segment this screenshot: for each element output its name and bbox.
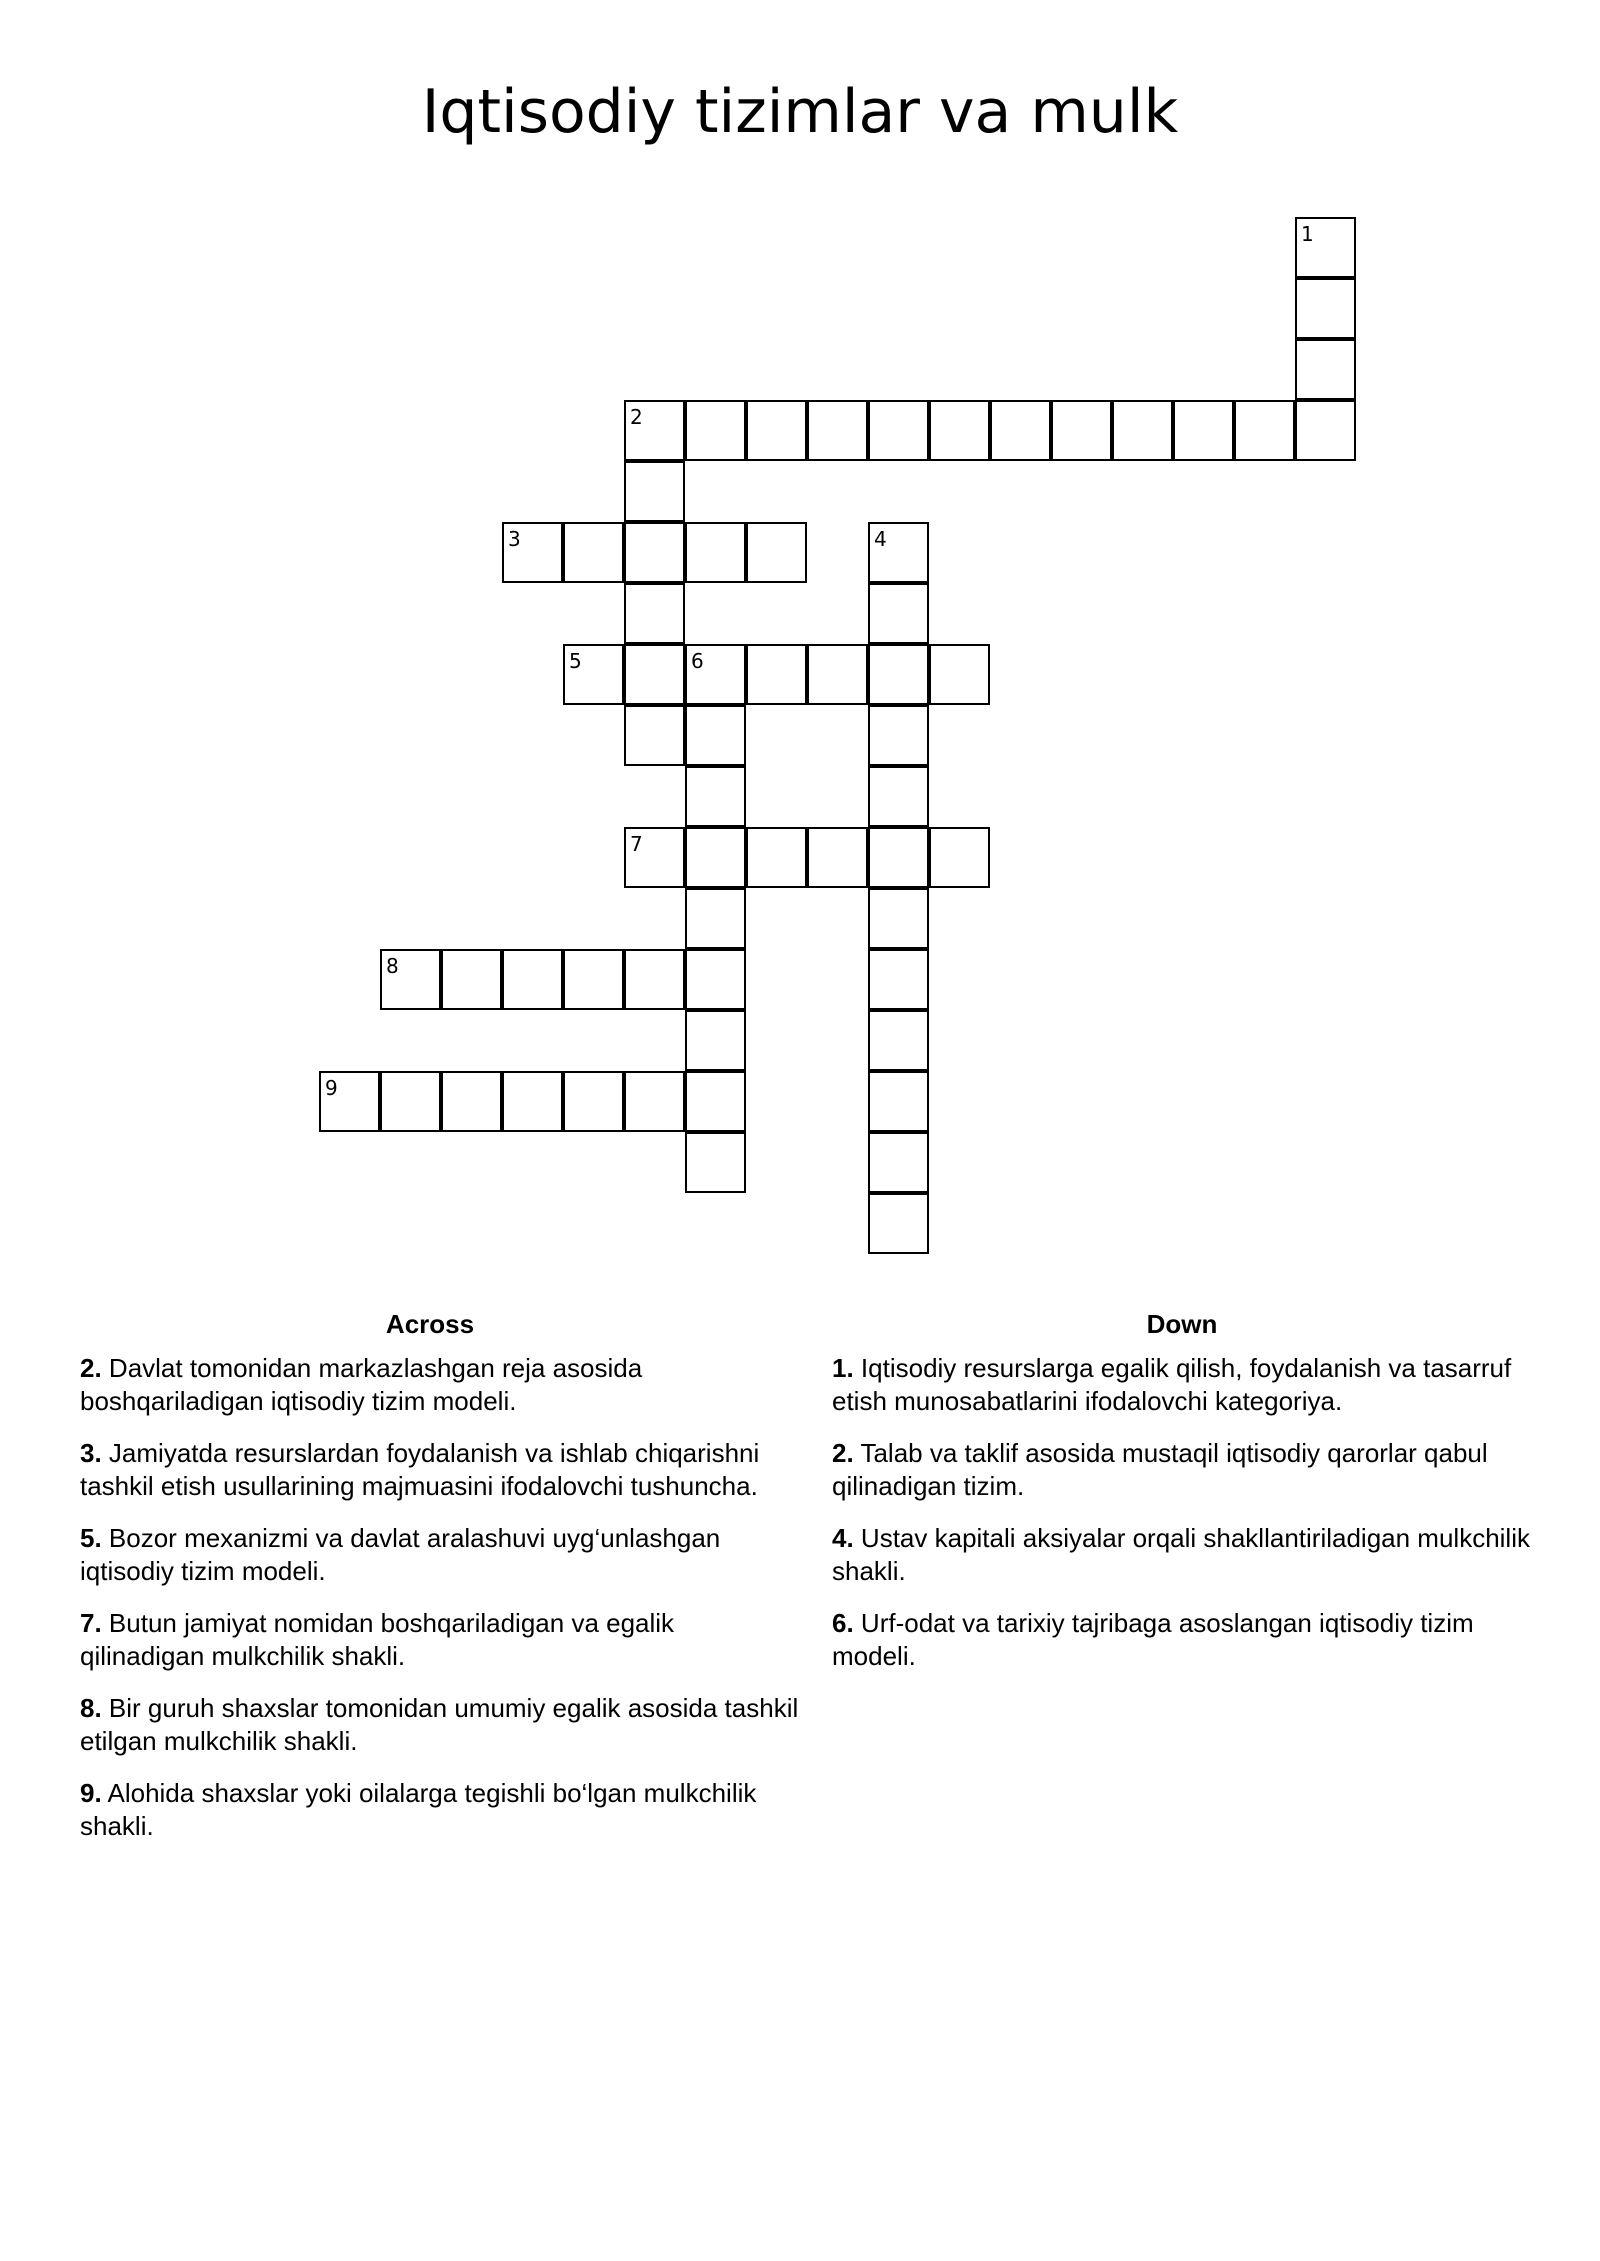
crossword-cell[interactable] (685, 888, 746, 949)
across-clue (80, 1437, 800, 1503)
crossword-cell[interactable] (1173, 400, 1234, 461)
across-clue (80, 1692, 800, 1758)
crossword-cell[interactable] (624, 400, 685, 461)
crossword-cell[interactable] (868, 949, 929, 1010)
crossword-cell[interactable] (807, 644, 868, 705)
clue-number: 5. (80, 1523, 102, 1553)
across-clue (80, 1522, 800, 1588)
crossword-cell[interactable] (1295, 217, 1356, 278)
crossword-cell[interactable] (868, 644, 929, 705)
crossword-cell[interactable] (502, 1071, 563, 1132)
crossword-cell[interactable] (1051, 400, 1112, 461)
crossword-cell[interactable] (685, 1071, 746, 1132)
crossword-cell[interactable] (441, 1071, 502, 1132)
crossword-cell[interactable] (624, 644, 685, 705)
crossword-cell[interactable] (868, 583, 929, 644)
crossword-cell[interactable] (319, 1071, 380, 1132)
clue-text: Davlat tomonidan markazlashgan reja asosida boshqariladigan iqtisodiy tizim modeli. (80, 1353, 643, 1416)
clue-text: Ustav kapitali aksiyalar orqali shakllantiriladigan mulkchilik shakli. (832, 1523, 1530, 1586)
crossword-cell[interactable] (563, 1071, 624, 1132)
crossword-cell[interactable] (685, 1010, 746, 1071)
clue-number: 4. (832, 1523, 854, 1553)
clue-text: Urf-odat va tarixiy tajribaga asoslangan iqtisodiy tizim modeli. (832, 1608, 1474, 1671)
clue-text: Jamiyatda resurslardan foydalanish va ishlab chiqarishni tashkil etish usullarining majmuasini ifodalovchi tushuncha. (80, 1438, 760, 1501)
crossword-cell[interactable] (868, 522, 929, 583)
crossword-cell[interactable] (929, 400, 990, 461)
down-clue (832, 1607, 1532, 1673)
across-clue (80, 1352, 800, 1418)
crossword-cell[interactable] (502, 522, 563, 583)
clue-number: 8. (80, 1693, 102, 1723)
crossword-cell[interactable] (563, 644, 624, 705)
crossword-cell[interactable] (1112, 400, 1173, 461)
clue-number: 6. (832, 1608, 854, 1638)
crossword-cell[interactable] (563, 949, 624, 1010)
across-heading: Across (385, 1309, 475, 1339)
clue-number-label: 9 (325, 1076, 338, 1100)
crossword-cell[interactable] (563, 522, 624, 583)
crossword-cell[interactable] (624, 1071, 685, 1132)
page-title: Iqtisodiy tizimlar va mulk (421, 77, 1179, 147)
clue-text: Bir guruh shaxslar tomonidan umumiy egalik asosida tashkil etilgan mulkchilik shakli. (80, 1693, 799, 1756)
crossword-cell[interactable] (624, 583, 685, 644)
crossword-cell[interactable] (685, 766, 746, 827)
across-clue (80, 1607, 800, 1673)
crossword-cell[interactable] (1295, 400, 1356, 461)
crossword-cell[interactable] (624, 705, 685, 766)
clue-number-label: 5 (569, 649, 582, 673)
crossword-cell[interactable] (685, 827, 746, 888)
clue-number: 7. (80, 1608, 102, 1638)
clue-text: Butun jamiyat nomidan boshqariladigan va egalik qilinadigan mulkchilik shakli. (80, 1608, 675, 1671)
clue-number: 2. (832, 1438, 854, 1468)
crossword-cell[interactable] (929, 827, 990, 888)
crossword-cell[interactable] (502, 949, 563, 1010)
crossword-cell[interactable] (868, 1071, 929, 1132)
crossword-cell[interactable] (685, 705, 746, 766)
crossword-cell[interactable] (807, 400, 868, 461)
crossword-cell[interactable] (1295, 339, 1356, 400)
down-clue-list (832, 1352, 1532, 1692)
across-clue-list (80, 1352, 800, 1862)
clue-text: Talab va taklif asosida mustaqil iqtisodiy qarorlar qabul qilinadigan tizim. (832, 1438, 1488, 1501)
clue-number-label: 8 (386, 954, 399, 978)
crossword-cell[interactable] (624, 461, 685, 522)
crossword-cell[interactable] (868, 888, 929, 949)
down-clue (832, 1352, 1532, 1418)
crossword-cell[interactable] (380, 949, 441, 1010)
down-clue (832, 1522, 1532, 1588)
crossword-cell[interactable] (990, 400, 1051, 461)
clue-number-label: 2 (630, 405, 643, 429)
clue-number-label: 4 (874, 527, 887, 551)
crossword-cell[interactable] (929, 644, 990, 705)
clue-number-label: 1 (1301, 222, 1314, 246)
crossword-cell[interactable] (685, 1132, 746, 1193)
crossword-cell[interactable] (868, 705, 929, 766)
clue-number-label: 6 (691, 649, 704, 673)
crossword-cell[interactable] (746, 522, 807, 583)
crossword-cell[interactable] (746, 400, 807, 461)
down-clue (832, 1437, 1532, 1503)
clue-number-label: 7 (630, 832, 643, 856)
crossword-cell[interactable] (685, 949, 746, 1010)
crossword-cell[interactable] (685, 522, 746, 583)
crossword-cell[interactable] (1234, 400, 1295, 461)
clue-number: 9. (80, 1778, 102, 1808)
down-heading: Down (1146, 1309, 1218, 1339)
clue-number: 2. (80, 1353, 102, 1383)
crossword-cell[interactable] (746, 827, 807, 888)
across-clue (80, 1777, 800, 1843)
clue-number: 3. (80, 1438, 102, 1468)
crossword-cell[interactable] (868, 400, 929, 461)
crossword-cell[interactable] (868, 1010, 929, 1071)
crossword-cell[interactable] (868, 1193, 929, 1254)
crossword-cell[interactable] (807, 827, 868, 888)
crossword-cell[interactable] (624, 522, 685, 583)
crossword-cell[interactable] (868, 827, 929, 888)
clue-text: Alohida shaxslar yoki oilalarga tegishli bo‘lgan mulkchilik shakli. (80, 1778, 757, 1841)
crossword-cell[interactable] (685, 644, 746, 705)
clue-number: 1. (832, 1353, 854, 1383)
crossword-cell[interactable] (685, 400, 746, 461)
clue-text: Bozor mexanizmi va davlat aralashuvi uyg‘unlashgan iqtisodiy tizim modeli. (80, 1523, 721, 1586)
crossword-cell[interactable] (1295, 278, 1356, 339)
clue-number-label: 3 (508, 527, 521, 551)
crossword-cell[interactable] (868, 1132, 929, 1193)
crossword-cell[interactable] (624, 827, 685, 888)
crossword-cell[interactable] (380, 1071, 441, 1132)
clue-text: Iqtisodiy resurslarga egalik qilish, foydalanish va tasarruf etish munosabatlarini ifodalovchi kategoriya. (832, 1353, 1512, 1416)
crossword-cell[interactable] (868, 766, 929, 827)
crossword-cell[interactable] (624, 949, 685, 1010)
crossword-cell[interactable] (441, 949, 502, 1010)
crossword-cell[interactable] (746, 644, 807, 705)
